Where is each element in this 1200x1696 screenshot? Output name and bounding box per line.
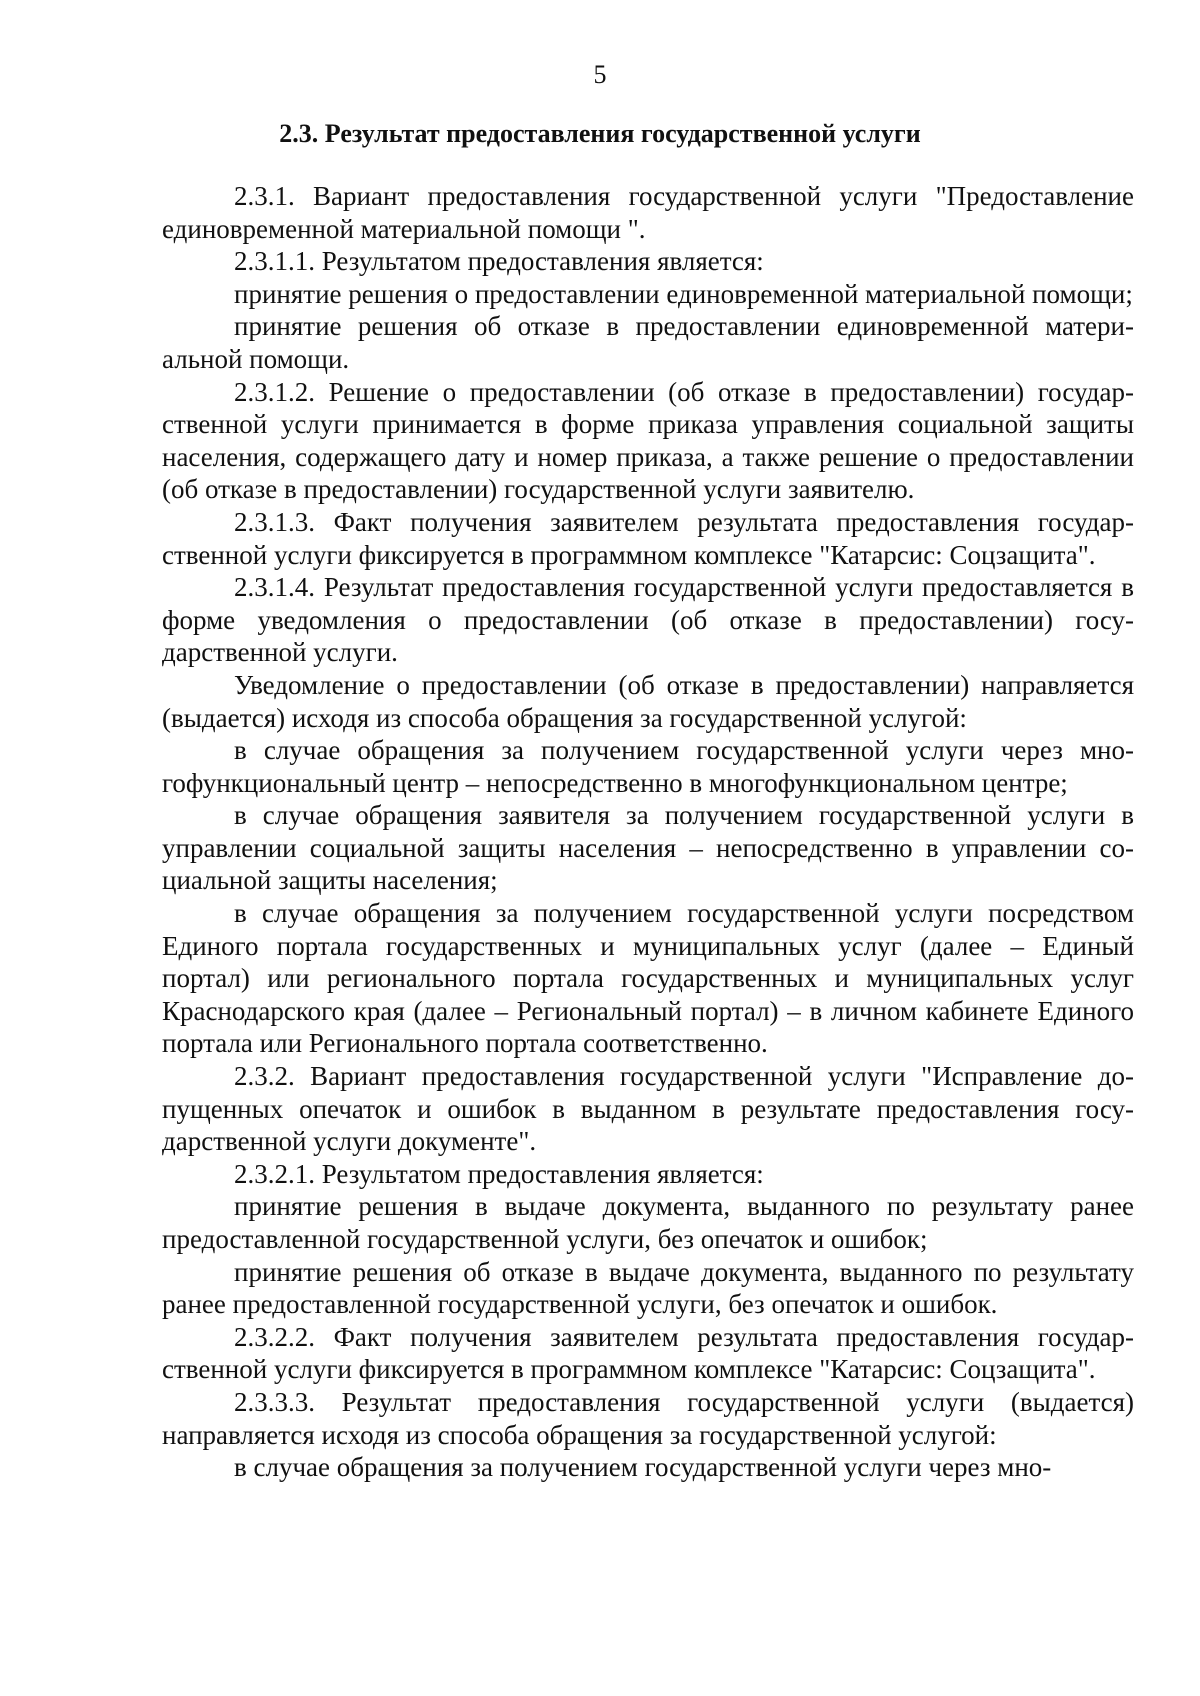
page-number: 5 (593, 60, 607, 89)
paragraph: 2.3.2.1. Результатом предоставления является: (234, 1158, 764, 1189)
paragraph: в случае обращения за получением государственной услуги посредством Единого портала государственных и муниципальных услуг (далее – Единый портал) или регионального портала государственных и муниципальных услуг Краснодарского края (далее – Региональный портал) – в личном кабинете Единого портала или Регионального портала соответственно. (162, 898, 1134, 1059)
paragraph: 2.3.1.3. Факт получения заявителем результата предоставления государственной услуги фиксируется в программном комплексе "Катарсис: Соцзащита". (162, 506, 1134, 570)
paragraph: в случае обращения за получением государственной услуги через многофункциональный центр – непосредственно в многофункциональном центре; (162, 735, 1134, 798)
paragraph: в случае обращения заявителя за получением государственной услуги в управлении социальной защиты населения – непосредственно в управлении социальной защиты населения; (162, 800, 1134, 896)
paragraph: 2.3.3.3. Результат предоставления государственной услуги (выдается) направляется исходя из способа обращения за государственной услугой: (162, 1386, 1134, 1450)
paragraph: 2.3.1.4. Результат предоставления государственной услуги предоставляется в форме уведомления о предоставлении (об отказе в предоставлении) государственной услуги. (162, 572, 1134, 668)
paragraph: в случае обращения за получением государственной услуги через мно- (234, 1452, 1052, 1483)
paragraph: 2.3.1.1. Результатом предоставления является: (234, 246, 764, 277)
paragraph: 2.3.2. Вариант предоставления государственной услуги "Исправление допущенных опечаток и ошибок в выданном в результате предоставления государственной услуги документе". (162, 1061, 1134, 1157)
paragraph: 2.3.1. Вариант предоставления государственной услуги "Предоставление единовременной материальной помощи ". (162, 181, 1134, 244)
paragraph: принятие решения в выдаче документа, выданного по результату ранее предоставленной государственной услуги, без опечаток и ошибок; (162, 1191, 1134, 1254)
section-title: 2.3. Результат предоставления государственной услуги (279, 119, 921, 148)
paragraph: 2.3.2.2. Факт получения заявителем результата предоставления государственной услуги фиксируется в программном комплексе "Катарсис: Соцзащита". (162, 1321, 1134, 1385)
paragraph: принятие решения об отказе в выдаче документа, выданного по результату ранее предоставленной государственной услуги, без опечаток и ошибок. (162, 1256, 1134, 1320)
paragraph: 2.3.1.2. Решение о предоставлении (об отказе в предоставлении) государственной услуги принимается в форме приказа управления социальной защиты населения, содержащего дату и номер приказа, а также решение о предоставлении (об отказе в предоставлении) государственной услуги заявителю. (162, 376, 1134, 505)
document-body (162, 180, 1134, 1484)
paragraph: принятие решения о предоставлении единовременной материальной помощи; (234, 278, 1133, 309)
paragraph: Уведомление о предоставлении (об отказе в предоставлении) направляется (выдается) исходя из способа обращения за государственной услугой: (162, 669, 1134, 733)
paragraph: принятие решения об отказе в предоставлении единовременной материальной помощи. (162, 311, 1134, 374)
